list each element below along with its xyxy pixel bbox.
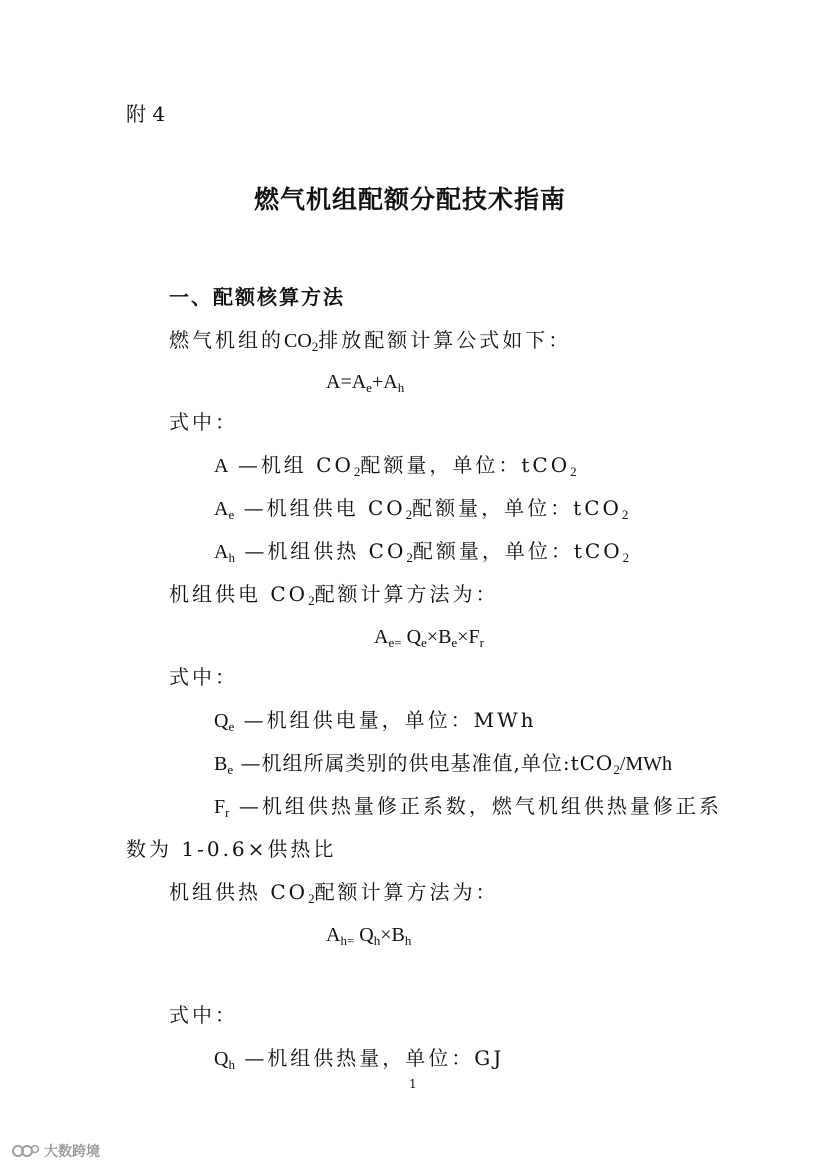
definition-ah: $A_h$ —机组供热 $CO_2$配额量，单位：tCO$_2$	[214, 539, 630, 565]
formula-total: $A=A_e+A_h$	[326, 371, 405, 395]
watermark-text: 大数跨境	[44, 1144, 100, 1160]
definition-qh: $Q_h$ —机组供热量，单位：GJ	[214, 1046, 505, 1072]
page-title: 燃气机组配额分配技术指南	[254, 185, 567, 214]
definition-fr: $F_r$ —机组供热量修正系数，燃气机组供热量修正系	[214, 794, 722, 820]
intro-text: 燃气机组的$CO_2$排放配额计算公式如下：	[169, 328, 572, 354]
definition-a: A —机组 $CO_2$配额量，单位：tCO$_2$	[214, 453, 577, 479]
definition-fr-continuation: 数为 1-0.6×供热比	[126, 837, 337, 861]
electricity-method-text: 机组供电 $CO_2$配额计算方法为：	[169, 582, 499, 608]
appendix-label: 附 4	[126, 102, 166, 126]
where-label: 式中：	[169, 1003, 238, 1027]
watermark	[12, 1141, 100, 1161]
definition-ae: $A_e$ —机组供电 $CO_2$配额量，单位：tCO$_2$	[214, 496, 629, 522]
where-label: 式中：	[169, 665, 238, 689]
definition-be: $B_e$ —机组所属类别的供电基准值,单位:tCO$_2$/MWh	[214, 751, 673, 777]
heat-method-text: 机组供热 $CO_2$配额计算方法为：	[169, 880, 499, 906]
section-heading: 一、配额核算方法	[169, 285, 345, 309]
definition-qe: $Q_e$ —机组供电量，单位：MWh	[214, 708, 537, 734]
formula-heat: $A_{h=}$ $Q_h\times B_h$	[326, 924, 412, 948]
brand-logo-icon	[12, 1142, 40, 1160]
page-number: 1	[409, 1077, 417, 1091]
where-label: 式中：	[169, 410, 238, 434]
formula-electricity: $A_{e=}$ $Q_e\times B_e\times F_r$	[374, 626, 484, 650]
